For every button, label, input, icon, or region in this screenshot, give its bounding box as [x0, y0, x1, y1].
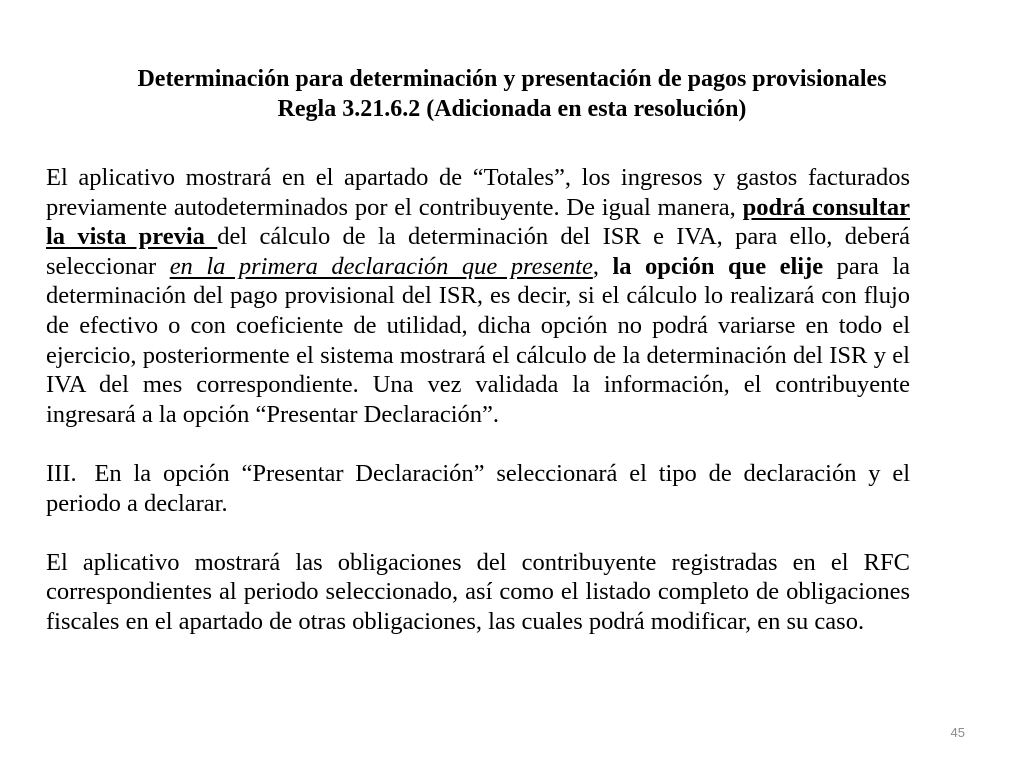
paragraph-2-number: III. [46, 459, 77, 487]
title-line-2: Regla 3.21.6.2 (Adicionada en esta resolución) [277, 96, 747, 122]
paragraph-3 [46, 548, 910, 637]
paragraph-3-text: El aplicativo mostrará las obligaciones del contribuyente registradas en el RFC correspondientes al periodo seleccionado, así como el listado completo de obligaciones fiscales en el apartado de otras obligaciones, las cuales podrá modificar, en su caso. [46, 548, 910, 635]
paragraph-2-text: En la opción “Presentar Declaración” seleccionará el tipo de declaración y el periodo a declarar. [46, 459, 911, 517]
paragraph-1-text-b: del cálculo de la determinación del ISR e IVA, para ello, deberá seleccionar [46, 223, 910, 280]
paragraph-1-text-a: El aplicativo mostrará en el apartado de “Totales”, los ingresos y gastos facturados previamente autodeterminados por el contribuyente. De igual manera, [46, 164, 910, 221]
slide-title [40, 64, 984, 124]
page-number: 45 [950, 725, 965, 740]
paragraph-1-italic-underlined: en la primera declaración que presente [169, 252, 593, 280]
paragraph-1-bold-underlined: podrá consultar la vista previa [46, 193, 910, 251]
paragraph-1-text-c: , [592, 252, 613, 280]
paragraph-2 [46, 459, 910, 518]
slide-body [46, 163, 910, 637]
title-line-1: Determinación para determinación y presentación de pagos provisionales [137, 66, 887, 92]
paragraph-1 [46, 163, 910, 429]
paragraph-1-bold: la opción que elije [612, 252, 824, 280]
paragraph-1-text-d: para la determinación del pago provisional del ISR, es decir, si el cálculo lo realizará con flujo de efectivo o con coeficiente de utilidad, dicha opción no podrá variarse en todo el ejercicio, posteriormente el sistema mostrará el cálculo de la determinación del ISR y el IVA del mes correspondiente. Una vez validada la información, el contribuyente ingresará a la opción “Presentar Declaración”. [46, 252, 911, 428]
